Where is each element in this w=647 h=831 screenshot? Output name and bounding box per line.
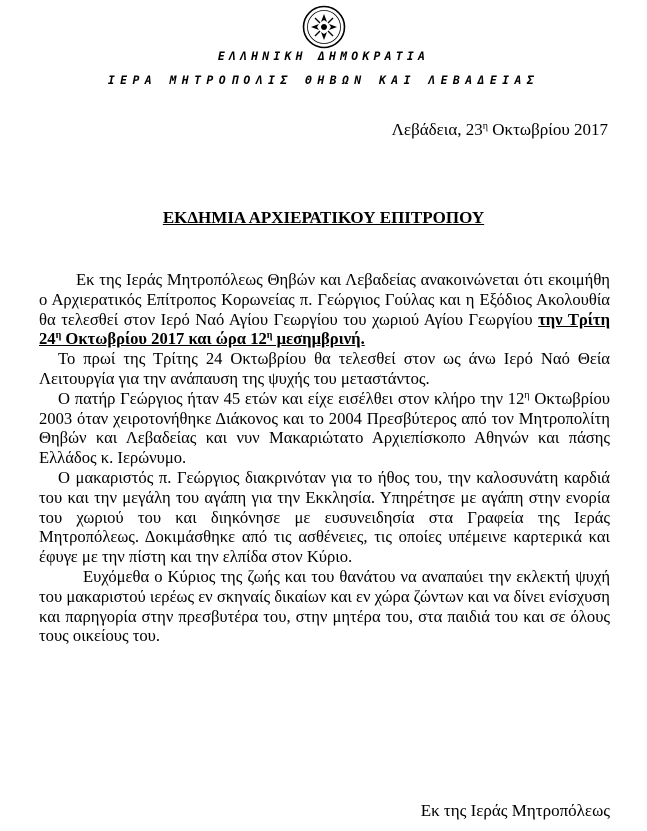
funeral-time-sup: η [266,330,273,342]
date-suffix: Οκτωβρίου 2017 [488,120,608,139]
signature: Εκ της Ιεράς Μητροπόλεως [420,801,610,820]
date-prefix: Λεβάδεια, 23 [391,120,483,139]
paragraph-3-text-b: Οκτωβρίου 2003 όταν χειροτονήθηκε Διάκονος και το 2004 Πρεσβύτερος από τον Μητροπολίτη Θηβών και Λεβαδείας και νυν Μακαριώτατο Αρχιεπίσκοπο Αθηνών και πάσης Ελλάδος κ. Ιερώνυμο. [39,388,610,468]
header-metropolis: ΙΕΡΑ ΜΗΤΡΟΠΟΛΙΣ ΘΗΒΩΝ ΚΑΙ ΛΕΒΑΔΕΙΑΣ [107,73,540,87]
metropolis-seal-icon [302,5,346,49]
paragraph-1 [39,270,610,349]
paragraph-3-sup: η [524,389,530,401]
paragraph-2: Το πρωί της Τρίτης 24 Οκτωβρίου θα τελεσθεί στον ως άνω Ιερό Ναό Θεία Λειτουργία για την ανάπαυση της ψυχής του μεταστάντος. [39,349,610,388]
funeral-time: Οκτωβρίου 2017 και ώρα 12 [61,329,267,349]
document-title: ΕΚΔΗΜΙΑ ΑΡΧΙΕΡΑΤΙΚΟΥ ΕΠΙΤΡΟΠΟΥ [162,208,485,227]
paragraph-4: Ο μακαριστός π. Γεώργιος διακρινόταν για το ήθος του, την καλοσυνάτη καρδιά του και την μεγάλη του αγάπη για την Εκκλησία. Υπηρέτησε με αγάπη στην ενορία του χωριού του και διηκόνησε με ευσυνειδησία στα Γραφεία της Ιεράς Μητροπόλεως. Δοκιμάσθηκε από τις ασθένειες, τις οποίες υπέμεινε καρτερικά και έφυγε με την πίστη και την ελπίδα στον Κύριο. [39,467,610,567]
paragraph-3-text-a: Ο πατήρ Γεώργιος ήταν 45 ετών και είχε εισέλθει στον κλήρο την 12 [58,388,525,408]
paragraph-1-text: Εκ της Ιεράς Μητροπόλεως Θηβών και Λεβαδείας ανακοινώνεται ότι εκοιμήθη ο Αρχιερατικός Επίτροπος Κορωνείας π. Γεώργιος Γούλας και η Εξόδιος Ακολουθία θα τελεσθεί στον Ιερό Ναό Αγίου Γεωργίου του χωριού Αγίου Γεωργίου [39,270,610,329]
paragraph-3 [39,389,610,468]
funeral-time-end: μεσημβρινή. [272,329,365,349]
document-date [392,120,608,140]
paragraph-5: Ευχόμεθα ο Κύριος της ζωής και του θανάτου να αναπαύει την εκλεκτή ψυχή του μακαριστού ιερέως εν σκηναίς δικαίων και εν χώρα ζώντων και να δίνει ενίσχυση και παρηγορία στην πρεσβυτέρα του, στην μητέρα του, στα παιδιά του και σε όλους τους οικείους του. [39,566,610,646]
date-sup: η [482,121,488,132]
funeral-day-sup: η [55,330,62,342]
funeral-day: την Τρίτη 24 [39,309,610,349]
document-body [39,270,610,646]
header-country: ΕΛΛΗΝΙΚΗ ΔΗΜΟΚΡΑΤΙΑ [217,49,430,63]
